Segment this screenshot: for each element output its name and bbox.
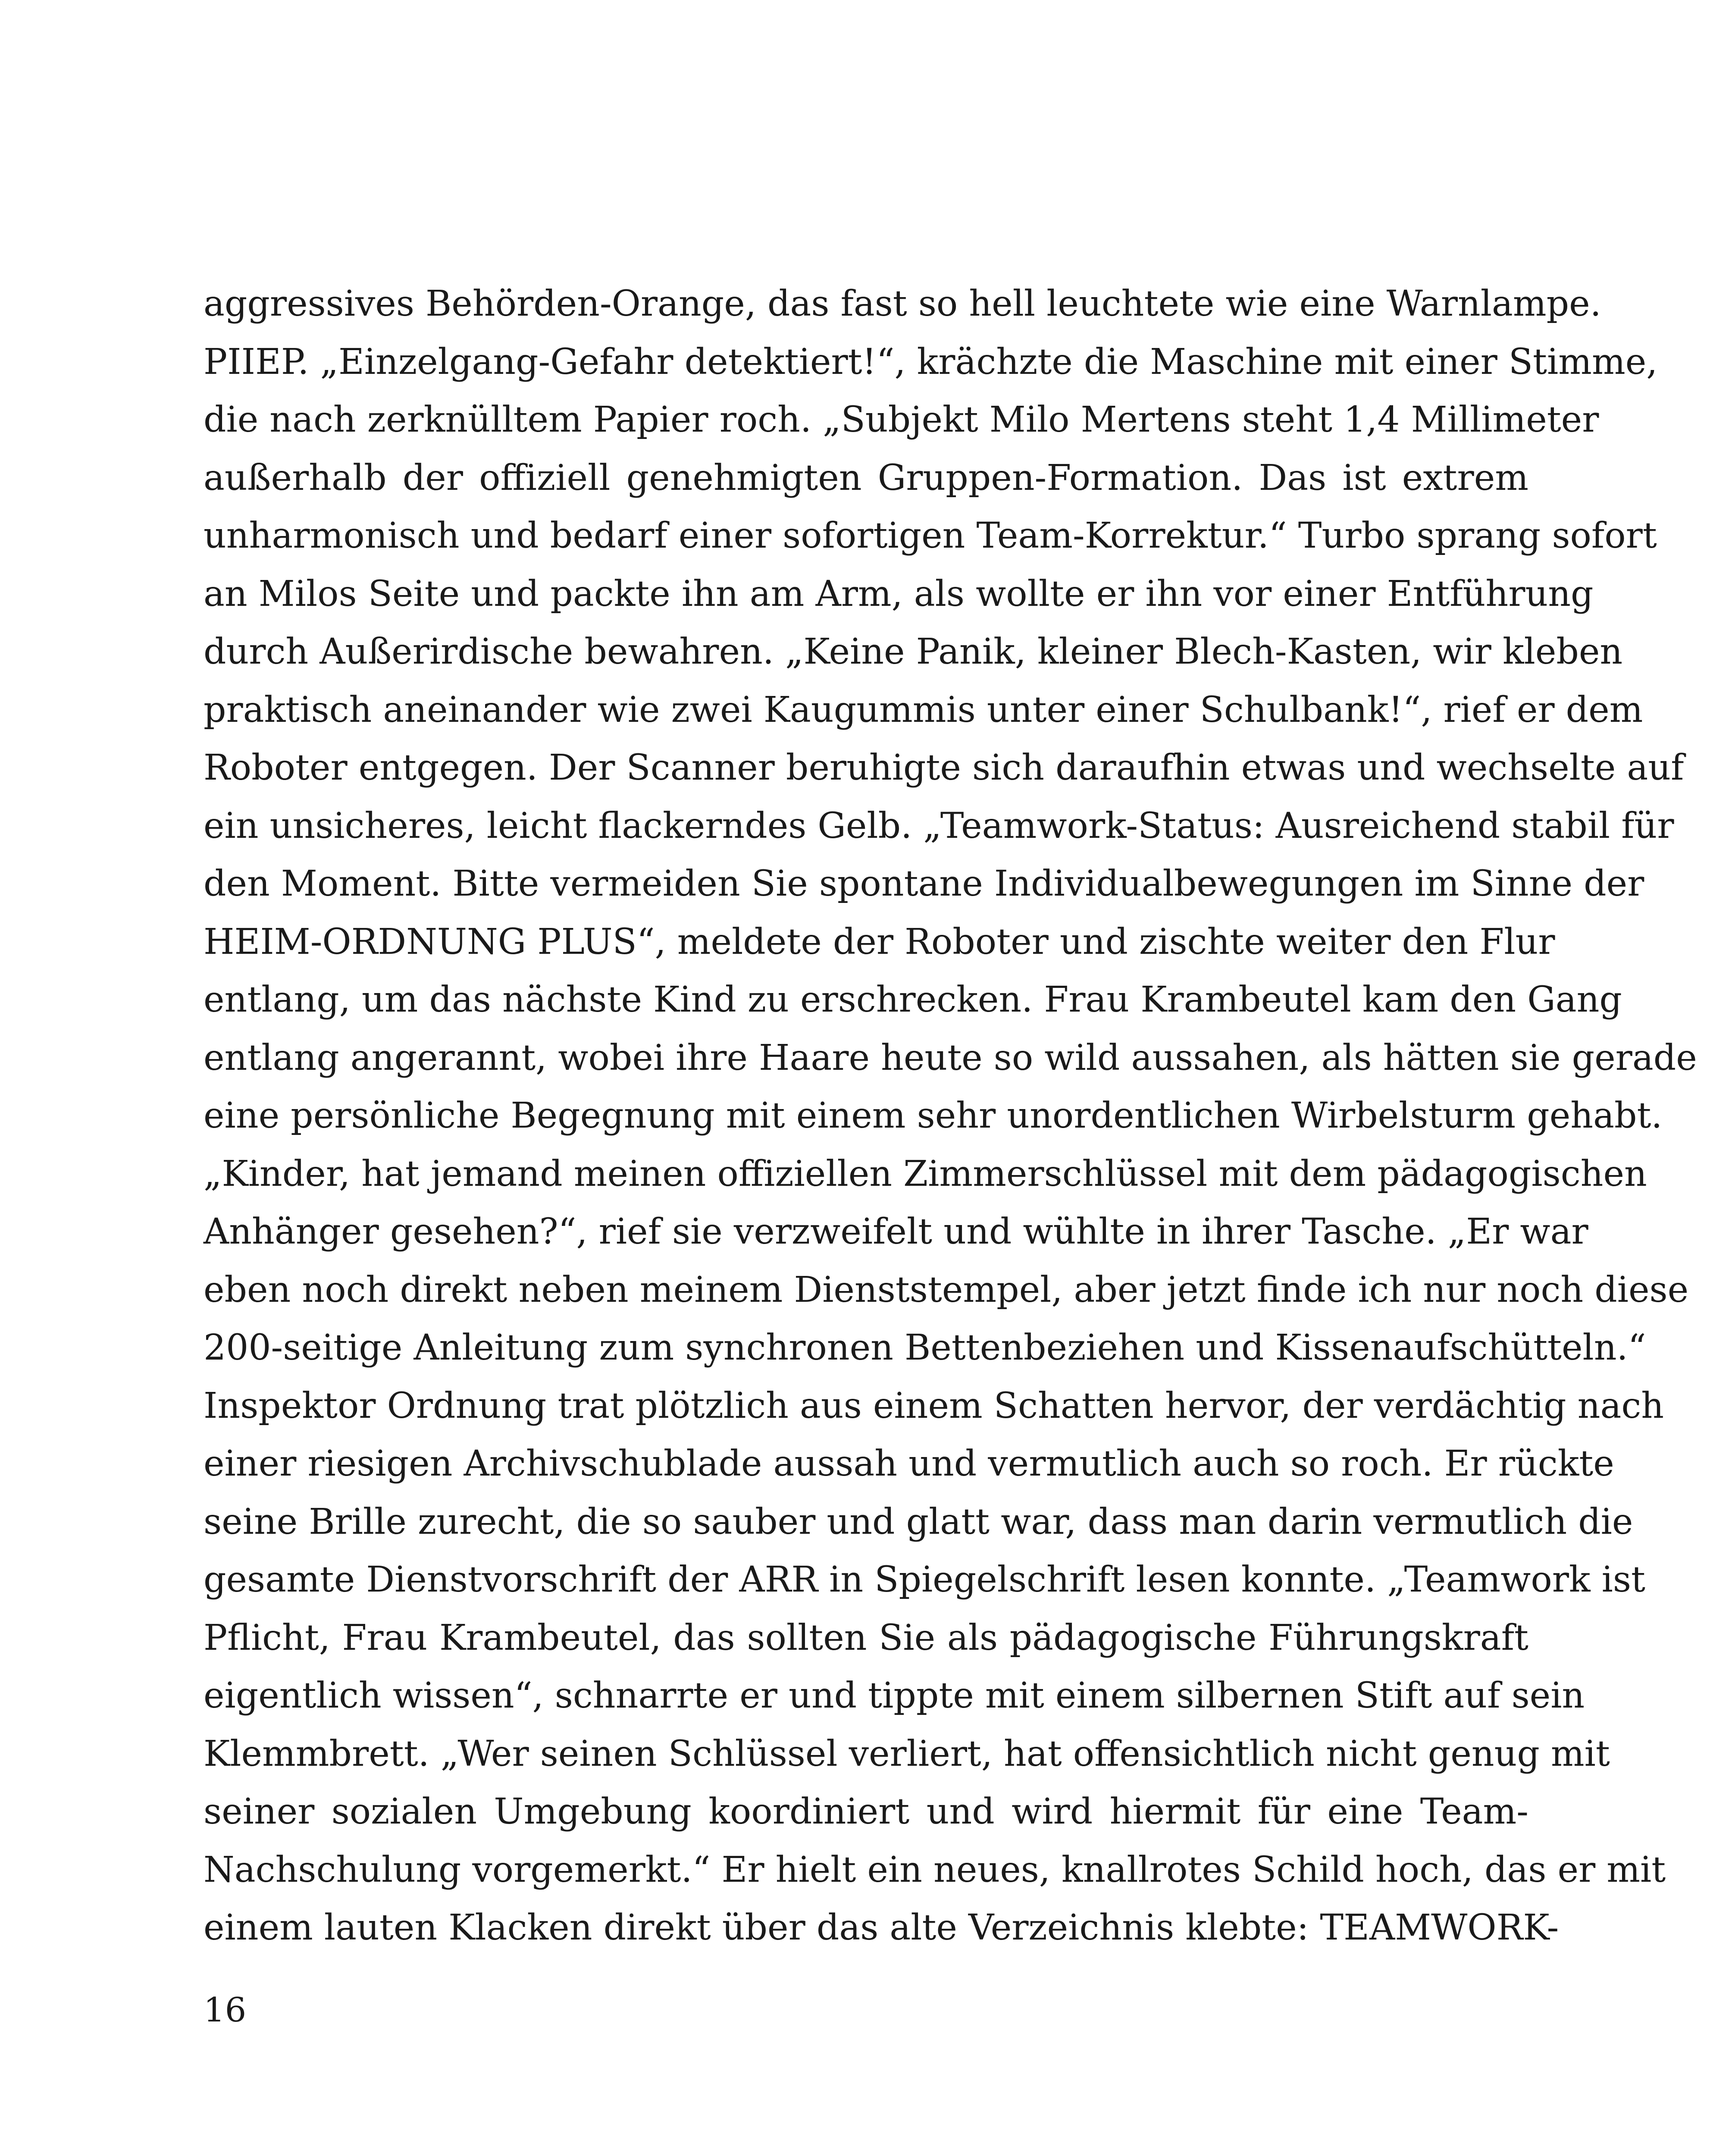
text-line: aggressives Behörden-Orange, das fast so hell leuchtete wie eine Warnlampe. — [204, 283, 1601, 324]
text-line: ein unsicheres, leicht flackerndes Gelb. „Teamwork-Status: Ausreichend stabil für — [204, 805, 1674, 846]
text-line: eben noch direkt neben meinem Dienststempel, aber jetzt finde ich nur noch diese — [204, 1269, 1689, 1310]
text-line: gesamte Dienstvorschrift der ARR in Spiegelschrift lesen konnte. „Teamwork ist — [204, 1559, 1645, 1600]
text-line: einer riesigen Archivschublade aussah und vermutlich auch so roch. Er rückte — [204, 1443, 1614, 1484]
text-line: die nach zerknülltem Papier roch. „Subjekt Milo Mertens steht 1,4 Millimeter — [204, 399, 1599, 440]
text-line: seine Brille zurecht, die so sauber und glatt war, dass man darin vermutlich die — [204, 1501, 1633, 1542]
text-line: 200-seitige Anleitung zum synchronen Bettenbeziehen und Kissenaufschütteln.“ — [204, 1327, 1646, 1368]
text-line: einem lauten Klacken direkt über das alte Verzeichnis klebte: TEAMWORK- — [204, 1907, 1559, 1948]
text-line: entlang angerannt, wobei ihre Haare heute so wild aussahen, als hätten sie gerade — [204, 1037, 1697, 1078]
text-line: entlang, um das nächste Kind zu erschrecken. Frau Krambeutel kam den Gang — [204, 979, 1622, 1020]
text-line: an Milos Seite und packte ihn am Arm, als wollte er ihn vor einer Entführung — [204, 573, 1594, 614]
text-line: Roboter entgegen. Der Scanner beruhigte sich daraufhin etwas und wechselte auf — [204, 747, 1684, 788]
text-line: Klemmbrett. „Wer seinen Schlüssel verliert, hat offensichtlich nicht genug mit — [204, 1733, 1610, 1774]
text-line: praktisch aneinander wie zwei Kaugummis unter einer Schulbank!“, rief er dem — [204, 689, 1643, 730]
text-line: „Kinder, hat jemand meinen offiziellen Zimmerschlüssel mit dem pädagogischen — [204, 1153, 1647, 1194]
body-text — [204, 275, 1697, 1957]
text-line: seiner sozialen Umgebung koordiniert und wird hiermit für eine Team- — [204, 1791, 1528, 1832]
text-line: eigentlich wissen“, schnarrte er und tippte mit einem silbernen Stift auf sein — [204, 1675, 1585, 1716]
text-line: eine persönliche Begegnung mit einem sehr unordentlichen Wirbelsturm gehabt. — [204, 1095, 1663, 1136]
text-line: Pflicht, Frau Krambeutel, das sollten Sie als pädagogische Führungskraft — [204, 1617, 1528, 1658]
text-line: außerhalb der offiziell genehmigten Gruppen-Formation. Das ist extrem — [204, 457, 1528, 498]
text-line: PIIEP. „Einzelgang-Gefahr detektiert!“, krächzte die Maschine mit einer Stimme, — [204, 341, 1658, 382]
text-line: durch Außerirdische bewahren. „Keine Panik, kleiner Blech-Kasten, wir kleben — [204, 631, 1623, 672]
text-line: Nachschulung vorgemerkt.“ Er hielt ein neues, knallrotes Schild hoch, das er mit — [204, 1849, 1666, 1890]
text-line: Inspektor Ordnung trat plötzlich aus einem Schatten hervor, der verdächtig nach — [204, 1385, 1664, 1426]
text-line: HEIM-ORDNUNG PLUS“, meldete der Roboter und zischte weiter den Flur — [204, 921, 1555, 962]
text-line: den Moment. Bitte vermeiden Sie spontane Individualbewegungen im Sinne der — [204, 863, 1644, 904]
text-line: unharmonisch und bedarf einer sofortigen Team-Korrektur.“ Turbo sprang sofort — [204, 515, 1657, 556]
text-line: Anhänger gesehen?“, rief sie verzweifelt und wühlte in ihrer Tasche. „Er war — [204, 1211, 1588, 1252]
page-number: 16 — [204, 1991, 247, 2030]
